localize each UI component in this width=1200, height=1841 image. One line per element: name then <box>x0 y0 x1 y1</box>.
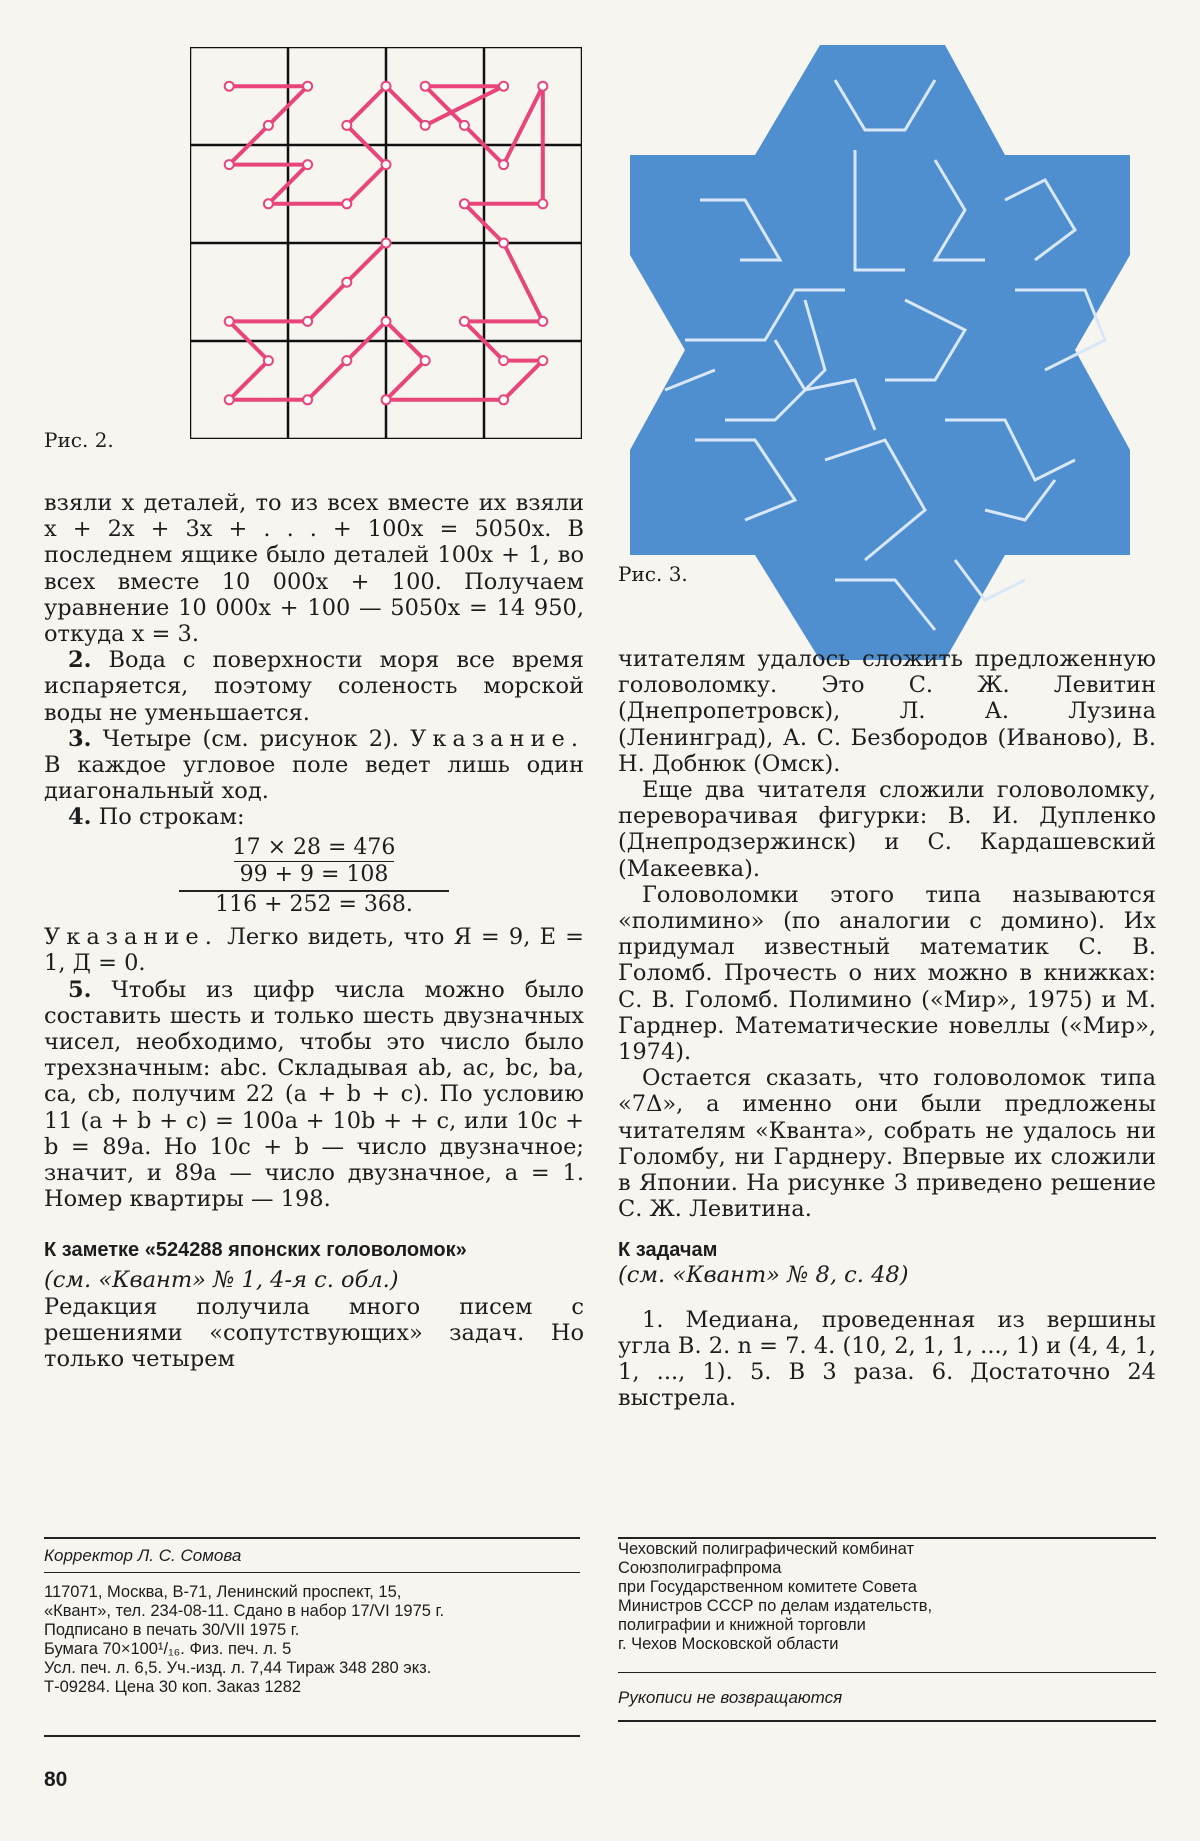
knight-path-node <box>225 160 234 169</box>
paragraph-polyomino: Головоломки этого типа называются «полимино» (по аналогии с домино). Их придумал известный математик С. В. Голомб. Прочесть о них можно в книжках: С. В. Голомб. Полимино («Мир», 1975) и М. Гарднер. Математические новеллы («Мир», 1974). <box>618 881 1156 1066</box>
equation-row-1: 17 × 28 = 476 <box>232 834 396 860</box>
answer-5: 5. Чтобы из цифр числа можно было составить шесть и только шесть двузначных чисел, необходимо, чтобы это число было трехзначным: abc. Складывая ab, ac, bc, ba, ca, cb, получим 22 (a + b + c). По условию 11 (a + b + c) = 100a + 10b + + c, или 10c + b = 89a. Но 10c + b — число двузначное; значит, и 89a — число двузначное, a = 1. Номер квартиры — 198. <box>44 976 584 1213</box>
knight-path-node <box>303 395 312 404</box>
imprint-block: 117071, Москва, В-71, Ленинский проспект, 15, «Квант», тел. 234-08-11. Сдано в набор 17/VI 1975 г. Подписано в печать 30/VII 1975 г. Бумага 70×100¹/₁₆. Физ. печ. л. 5 Усл. печ. л. 6,5. Уч.-изд. л. 7,44 Тираж 348 280 экз. Т-09284. Цена 30 коп. Заказ 1282 <box>44 1583 445 1696</box>
corrector-line: Корректор Л. С. Сомова <box>44 1546 242 1565</box>
answer-4-hint: Указание. Легко видеть, что Я = 9, Е = 1, Д = 0. <box>44 924 585 977</box>
knight-path-node <box>499 395 508 404</box>
knight-path-node <box>225 395 234 404</box>
knight-path-node <box>538 356 547 365</box>
knight-path-node <box>342 199 351 208</box>
knight-path-node <box>499 160 508 169</box>
knight-path-node <box>421 82 430 91</box>
paragraph-letters: Редакция получила много писем с решениями «сопутствующих» задач. Но только четырем <box>44 1293 584 1373</box>
section-reference-1: (см. «Квант» № 1, 4-я с. обл.) <box>44 1267 399 1294</box>
knight-path-node <box>460 121 469 130</box>
section-heading-japanese-puzzles: К заметке «524288 японских головоломок» <box>44 1239 467 1262</box>
knight-path-node <box>342 278 351 287</box>
figure-3-star-outline <box>630 45 1130 660</box>
knight-path-node <box>225 82 234 91</box>
manuscripts-note: Рукописи не возвращаются <box>618 1688 843 1707</box>
knight-path-node <box>538 82 547 91</box>
knight-path-node <box>460 199 469 208</box>
footer-rule-right-bottom <box>618 1720 1156 1722</box>
knight-path-node <box>382 239 391 248</box>
answer-3: 3. Четыре (см. рисунок 2). Указание. В каждое угловое поле ведет лишь один диагональный ход. <box>44 725 584 805</box>
paragraph-7delta: Остается сказать, что головоломок типа «7Δ», а именно они были предложены читателям «Кванта», собрать не удалось ни Голомбу, ни Гарднеру. Впервые их сложили в Японии. На рисунке 3 приведено решение С. Ж. Левитина. <box>618 1065 1156 1223</box>
footer-rule-left-top <box>44 1537 580 1539</box>
figure-2-caption: Рис. 2. <box>44 428 114 452</box>
knight-path-node <box>499 239 508 248</box>
knight-path-node <box>264 121 273 130</box>
knight-path-node <box>342 121 351 130</box>
paragraph-solvers: читателям удалось сложить предложенную головоломку. Это С. Ж. Левитин (Днепропетровск), Л. А. Лузина (Ленинград), А. С. Безбородов (Иваново), В. Н. Добнюк (Омск). <box>618 646 1156 777</box>
answer-4-equations <box>44 835 584 919</box>
knight-path-node <box>499 356 508 365</box>
knight-path-node <box>538 317 547 326</box>
knight-path-node <box>382 395 391 404</box>
knight-path-node <box>499 82 508 91</box>
knight-path-node <box>421 121 430 130</box>
figure-3-caption: Рис. 3. <box>618 562 688 586</box>
knight-path-node <box>303 160 312 169</box>
knight-path-node <box>382 82 391 91</box>
knight-path-node <box>264 356 273 365</box>
knight-path-node <box>225 317 234 326</box>
left-column <box>44 490 584 1372</box>
answer-1-continued: взяли x деталей, то из всех вместе их взяли x + 2x + 3x + . . . + 100x = 5050x. В последнем ящике было деталей 100x + 1, во всех вместе 10 000x + 100. Получаем уравнение 10 000x + 100 — 5050x = 14 950, откуда x = 3. <box>44 490 584 648</box>
knight-path-node <box>538 199 547 208</box>
section-reference-2: (см. «Квант» № 8, с. 48) <box>618 1262 909 1289</box>
footer-rule-right-mid <box>618 1672 1156 1673</box>
knight-path-node <box>421 356 430 365</box>
figure-2-knight-tour <box>190 47 582 439</box>
equation-row-3: 116 + 252 = 368. <box>215 892 413 918</box>
answer-2: 2. Вода с поверхности моря все время испаряется, поэтому соленость морской воды не уменьшается. <box>44 647 584 726</box>
paragraph-flipping: Еще два читателя сложили головоломку, переворачивая фигурки: В. И. Дупленко (Днепродзержинск) и С. Кардашевский (Макеевка). <box>618 777 1156 882</box>
answer-4: 4. По строкам: <box>68 804 245 831</box>
section-heading-problems: К задачам <box>618 1239 718 1262</box>
knight-path-node <box>264 199 273 208</box>
knight-path-node <box>342 356 351 365</box>
knight-path-node <box>303 82 312 91</box>
footer-rule-left-mid <box>44 1572 580 1573</box>
knight-path-node <box>382 317 391 326</box>
footer-rule-right-top <box>618 1537 1156 1539</box>
paragraph-problem-answers: 1. Медиана, проведенная из вершины угла B. 2. n = 7. 4. (10, 2, 1, 1, ..., 1) и (4, 4, 1, 1, ..., 1). 5. В 3 раза. 6. Достаточно 24 выстрела. <box>618 1306 1156 1412</box>
knight-path-node <box>303 317 312 326</box>
right-column <box>618 646 1156 1411</box>
knight-path-node <box>460 317 469 326</box>
printer-block: Чеховский полиграфический комбинат Союзполиграфпрома при Государственном комитете Совета Министров СССР по делам издательств, полиграфии и книжной торговли г. Чехов Московской области <box>618 1540 933 1653</box>
footer-rule-left-bottom <box>44 1735 580 1737</box>
equation-row-2: 99 + 9 = 108 <box>234 861 395 888</box>
knight-path-node <box>382 160 391 169</box>
page-number: 80 <box>44 1768 68 1791</box>
